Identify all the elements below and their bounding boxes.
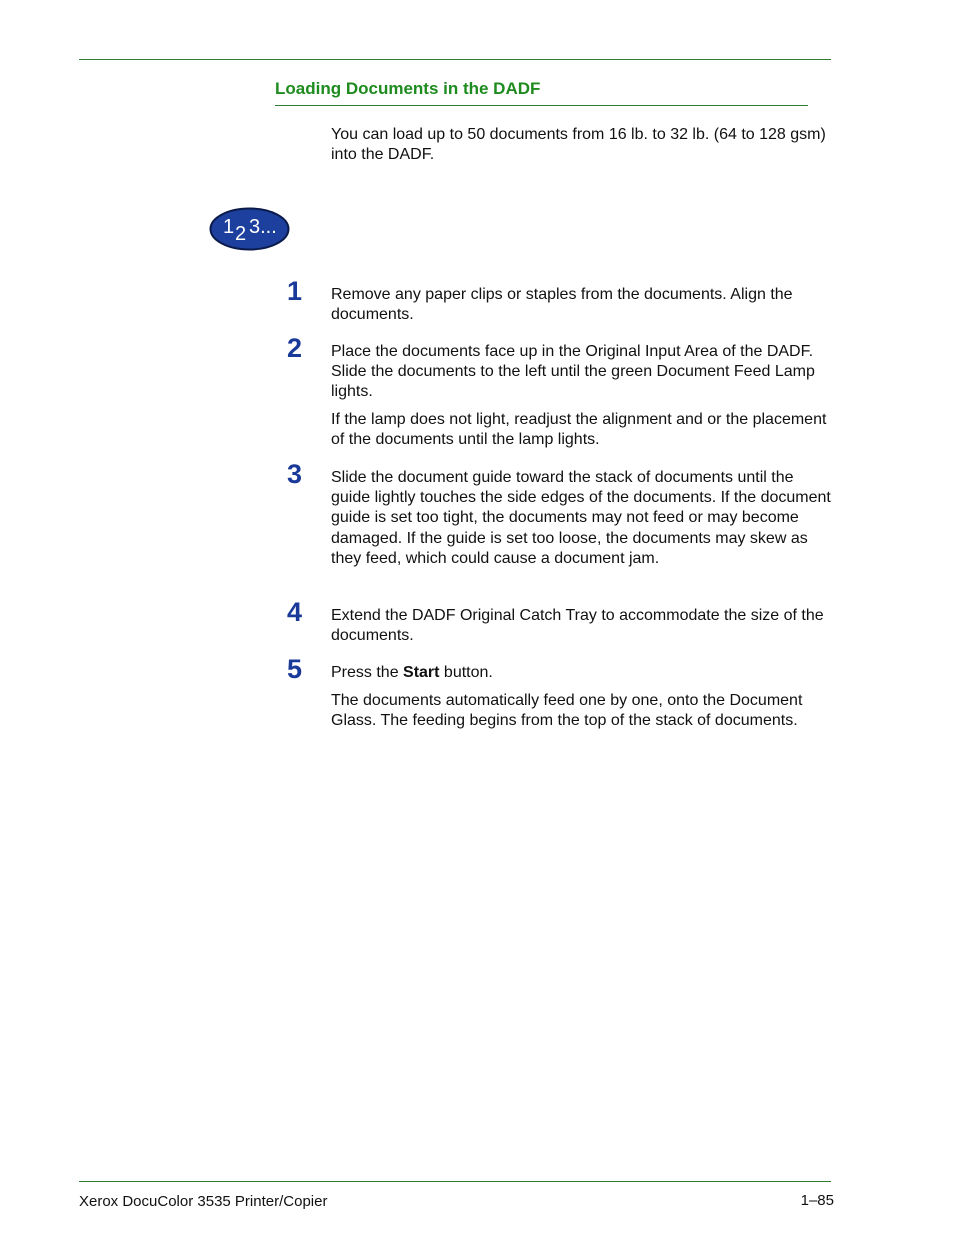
footer-rule	[79, 1181, 831, 1182]
badge-digit-3: 3...	[249, 216, 277, 238]
badge-digit-1: 1	[223, 216, 235, 238]
step-text: Slide the document guide toward the stack of documents until the guide lightly touches the side edges of the documents. If the document guide is set too tight, the documents may not feed or may become damaged. If the guide is set too loose, the documents may skew as they feed, which could cause a document jam.	[331, 469, 831, 567]
section-title-underline	[275, 105, 808, 106]
intro-paragraph: You can load up to 50 documents from 16 lb. to 32 lb. (64 to 128 gsm) into the DADF.	[331, 126, 826, 164]
step-number: 2	[287, 333, 303, 363]
step-text-after: button.	[439, 664, 493, 681]
step-number: 4	[287, 597, 303, 627]
start-button-label: Start	[403, 664, 440, 681]
step-number: 3	[287, 459, 303, 489]
section-title: Loading Documents in the DADF	[275, 79, 541, 98]
numbered-steps-icon	[209, 207, 290, 251]
footer-page-number: 1–85	[800, 1192, 834, 1209]
step-text: Remove any paper clips or staples from the documents. Align the documents.	[331, 286, 793, 324]
step-text: Extend the DADF Original Catch Tray to accommodate the size of the documents.	[331, 607, 824, 645]
step-note: The documents automatically feed one by one, onto the Document Glass. The feeding begins from the top of the stack of documents.	[331, 692, 803, 730]
step-text: Place the documents face up in the Original Input Area of the DADF. Slide the documents to the left until the green Document Feed Lamp lights.	[331, 343, 815, 401]
step-text	[331, 663, 831, 683]
footer-product: Xerox DocuColor 3535 Printer/Copier	[79, 1193, 328, 1210]
step-note: If the lamp does not light, readjust the alignment and or the placement of the documents until the lamp lights.	[331, 411, 827, 449]
step-number: 5	[287, 654, 303, 684]
badge-digit-2: 2	[235, 223, 247, 245]
header-rule	[79, 59, 831, 60]
step-text-before: Press the	[331, 664, 404, 681]
step-number: 1	[287, 276, 303, 306]
